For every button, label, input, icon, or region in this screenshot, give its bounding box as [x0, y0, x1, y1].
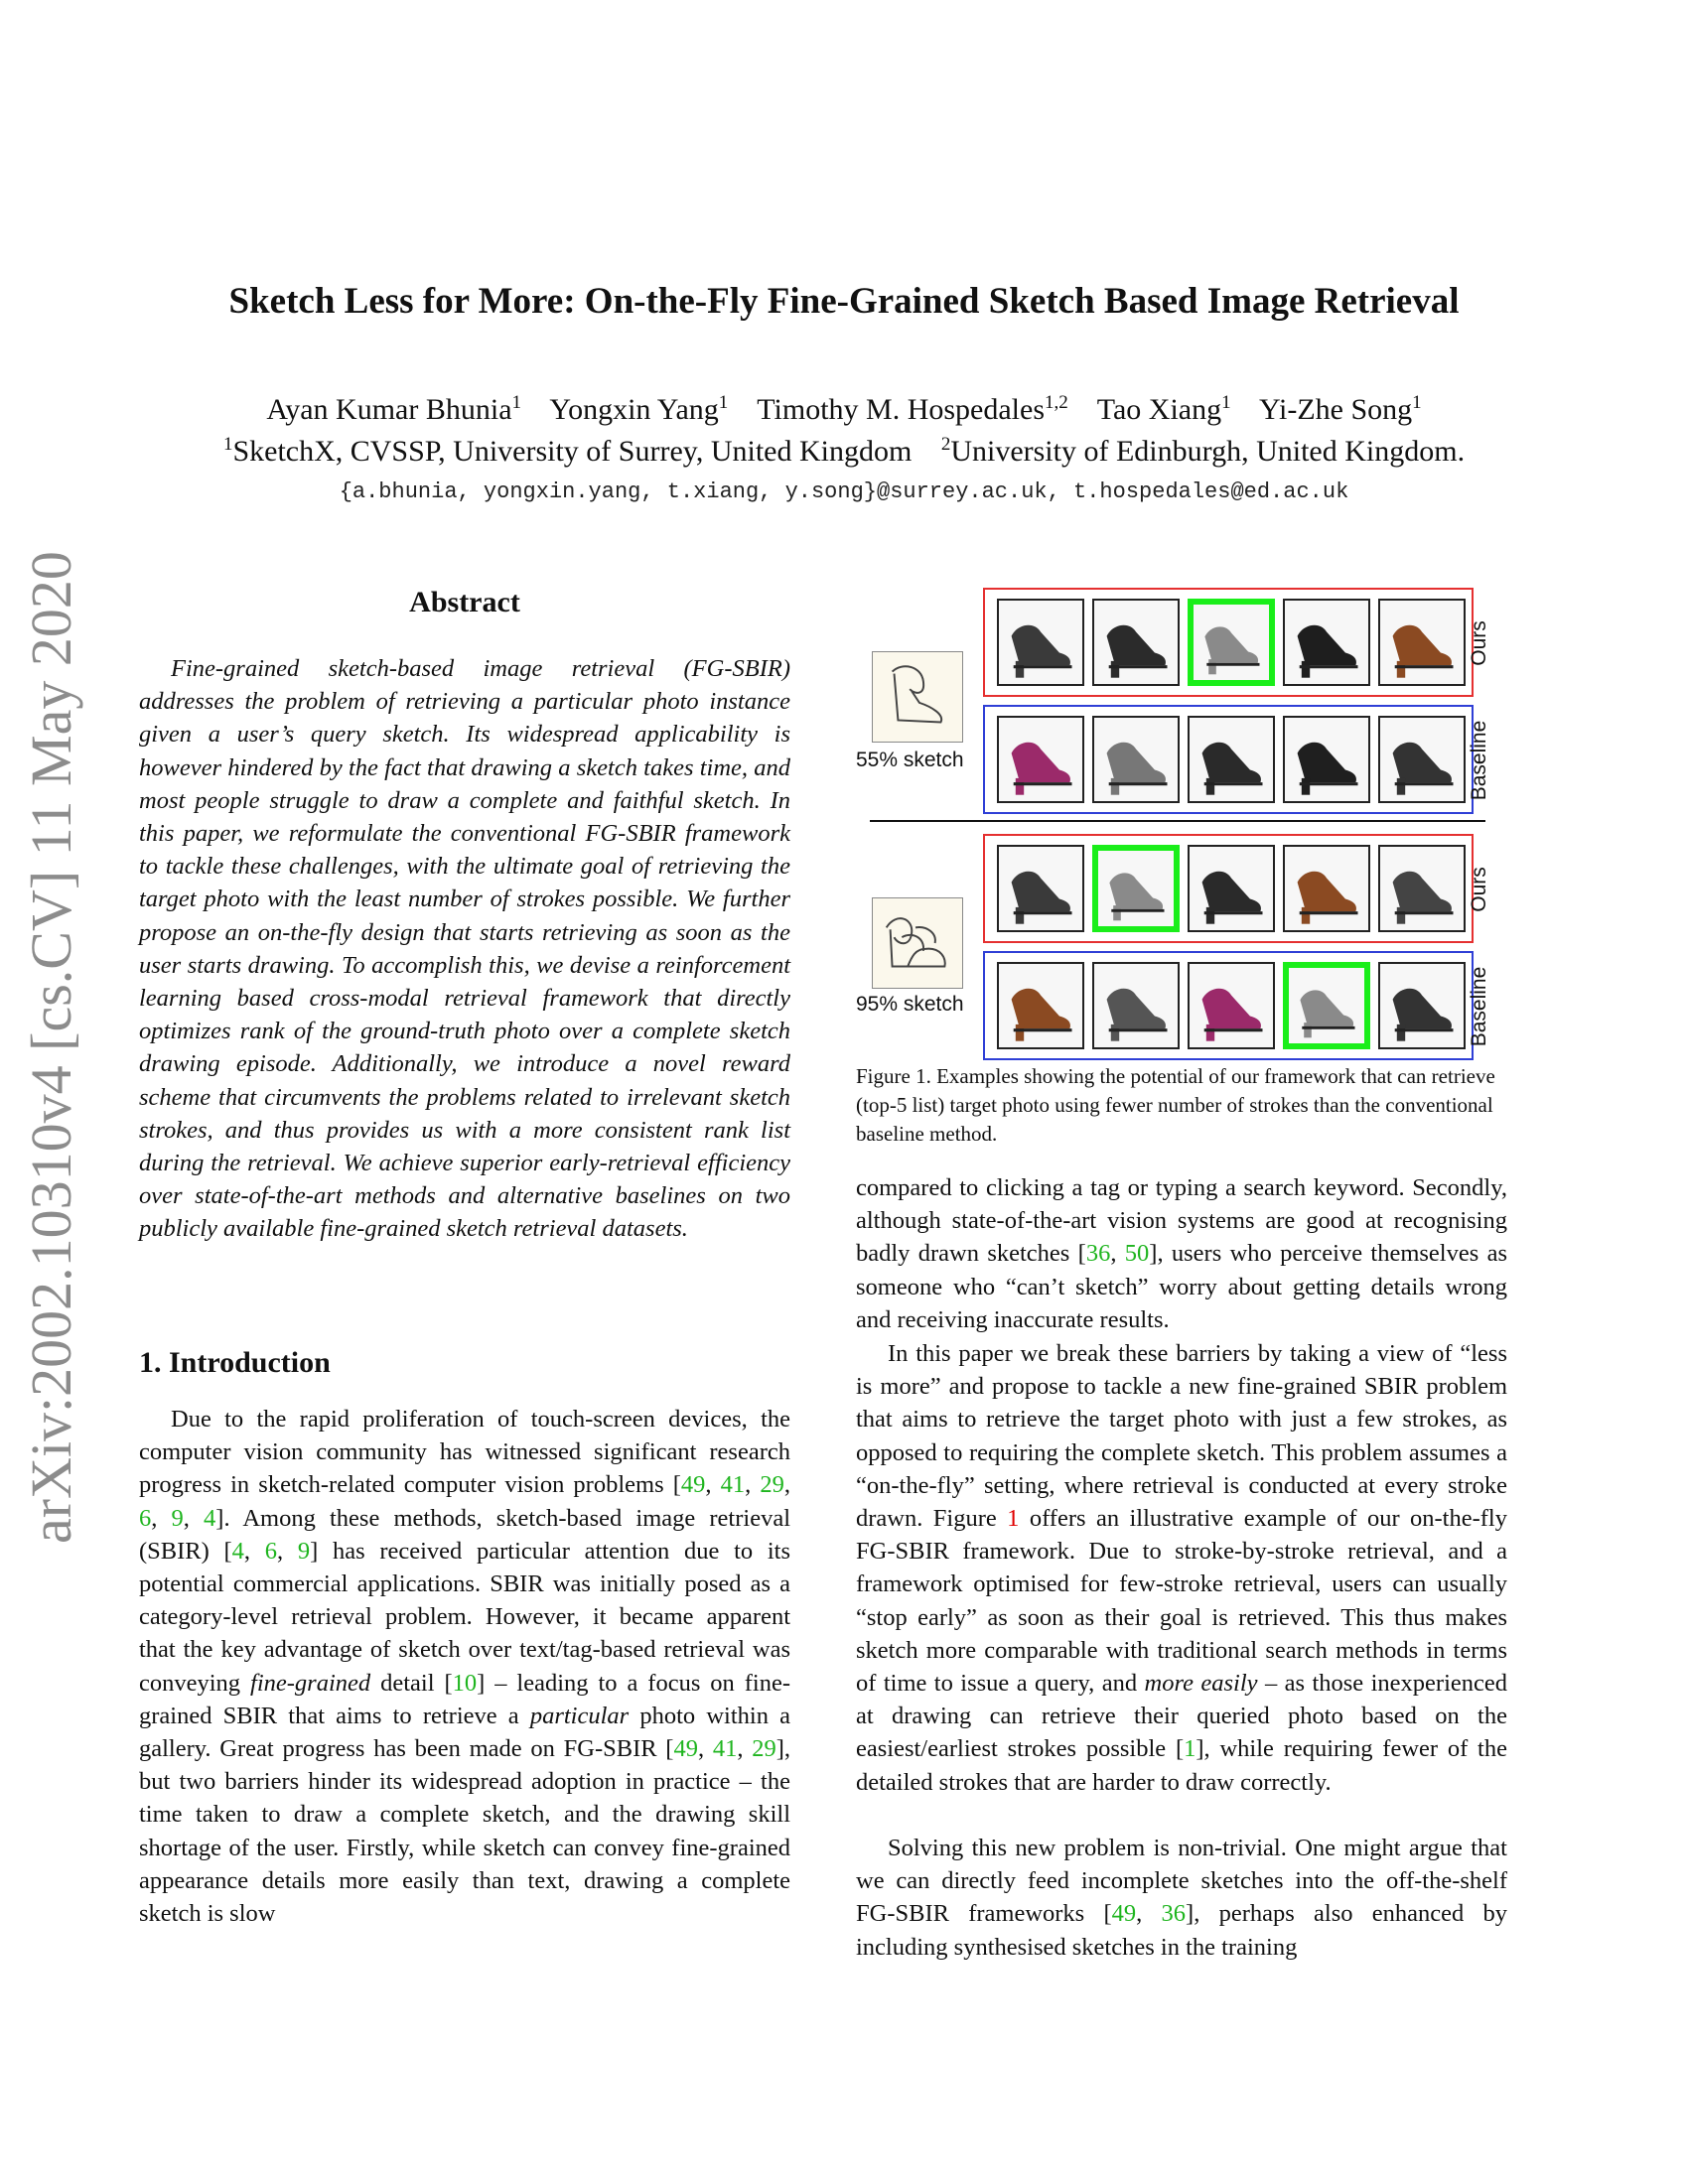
author-affiliation-mark: 1	[1221, 392, 1231, 413]
retrieved-photo	[1283, 716, 1370, 803]
shoe-icon	[1094, 601, 1178, 684]
author-affiliation-mark: 1	[1412, 392, 1422, 413]
citation-link[interactable]: 49	[1111, 1900, 1137, 1928]
citation-link[interactable]: 29	[752, 1735, 776, 1763]
citation-link[interactable]: 36	[1161, 1900, 1187, 1928]
citation-link[interactable]: 9	[171, 1504, 184, 1532]
introduction-heading: 1. Introduction	[139, 1346, 331, 1379]
intro-paragraph-1	[139, 1403, 790, 1930]
intro-paragraph-2	[856, 1171, 1507, 1336]
affiliation-line	[0, 434, 1688, 469]
author-name: Ayan Kumar Bhunia	[266, 393, 512, 426]
citation-link[interactable]: 10	[452, 1669, 478, 1697]
citation-link[interactable]: 4	[204, 1504, 216, 1532]
shoe-icon	[1190, 847, 1273, 930]
paragraph-text: In this paper we break these barriers by taking a view of “less is more” and propose to tackle a new fine-grained SBIR problem that aims to retrieve the target photo with just a few strokes, as opposed to requiring the complete sketch. This problem assumes a “on-the-fly” setting, where retrieval is conducted at every stroke drawn. Figure 1 offers an illustrative example of our on-the-fly FG-SBIR framework. Due to stroke-by-stroke retrieval, and a framework optimised for few-stroke retrieval, users can usually “stop early” as soon as their goal is retrieved. This thus makes sketch more comparable with traditional search methods in terms of time to issue a query, and more easily – as those inexperienced at drawing can retrieve their queried photo based on the easiest/earliest strokes possible [1], while requiring fewer of the detailed strokes that are harder to draw correctly.	[856, 1340, 1507, 1796]
retrieved-photo	[1378, 716, 1466, 803]
retrieved-photo	[1092, 716, 1180, 803]
citation-link[interactable]: 36	[1085, 1240, 1111, 1268]
sketch-caption: 55% sketch	[856, 749, 964, 771]
shoe-icon	[1094, 718, 1178, 801]
retrieved-photo	[997, 962, 1084, 1049]
retrieved-photo	[1378, 962, 1466, 1049]
row-label-baseline: Baseline	[1468, 720, 1490, 801]
figure-1	[856, 586, 1507, 1052]
citation-link[interactable]: 6	[139, 1504, 152, 1532]
shoe-icon	[999, 964, 1082, 1047]
row-label-baseline: Baseline	[1468, 966, 1490, 1047]
abstract-text: Fine-grained sketch-based image retrieval (FG-SBIR) addresses the problem of retrieving a particular photo instance given a user’s query sketch. Its widespread applicability is however hindered by the fact that drawing a sketch takes time, and most people struggle to draw a complete and faithful sketch. In this paper, we reformulate the conventional FG-SBIR framework to tackle these challenges, with the ultimate goal of retrieving the target photo with the least number of strokes possible. We further propose an on-the-fly design that starts retrieving as soon as the user starts drawing. To accomplish this, we devise a reinforcement learning based cross-modal retrieval framework that directly optimizes rank of the ground-truth photo over a complete sketch drawing episode. Additionally, we introduce a novel reward scheme that circumvents the problems related to irrelevant sketch strokes, and thus provides us with a more consistent rank list during the retrieval. We achieve superior early-retrieval efficiency over state-of-the-art methods and alternative baselines on two publicly available fine-grained sketch retrieval datasets.	[139, 655, 790, 1243]
shoe-icon	[1190, 718, 1273, 801]
citation-link[interactable]: 49	[673, 1735, 698, 1763]
arxiv-stamp: arXiv:2002.10310v4 [cs.CV] 11 May 2020	[19, 551, 83, 1544]
affiliation-text: SketchX, CVSSP, University of Surrey, United Kingdom	[232, 435, 913, 468]
intro-paragraph-4	[856, 1832, 1507, 1964]
paragraph-text: Solving this new problem is non-trivial. One might argue that we can directly feed incomplete sketches into the off-the-shelf FG-SBIR frameworks [49, 36], perhaps also enhanced by including synthesised sketches in the training	[856, 1835, 1507, 1961]
shoe-icon	[1190, 964, 1273, 1047]
affiliation-mark: 1	[222, 434, 233, 455]
shoe-icon	[999, 847, 1082, 930]
paragraph-text: Due to the rapid proliferation of touch-screen devices, the computer vision community has witnessed significant research progress in sketch-related computer vision problems [49, 41, 29, 6, 9, 4]. Among these methods, sketch-based image retrieval (SBIR) [4, 6, 9] has received particular attention due to its potential commercial applications. SBIR was initially posed as a category-level retrieval problem. However, it became apparent that the key advantage of sketch over text/tag-based retrieval was conveying fine-grained detail [10] – leading to a focus on fine-grained SBIR that aims to retrieve a particular photo within a gallery. Great progress has been made on FG-SBIR [49, 41, 29], but two barriers hinder its widespread adoption in practice – the time taken to draw a complete sketch, and the drawing skill shortage of the user. Firstly, while sketch can convey fine-grained appearance details more easily than text, drawing a complete sketch is slow	[139, 1406, 791, 1928]
shoe-icon	[1194, 605, 1269, 680]
citation-link[interactable]: 6	[264, 1537, 277, 1565]
retrieved-photo	[1188, 845, 1275, 932]
retrieved-photo	[1188, 962, 1275, 1049]
email-line: {a.bhunia, yongxin.yang, t.xiang, y.song}@surrey.ac.uk, t.hospedales@ed.ac.uk	[339, 479, 1349, 504]
shoe-icon	[1094, 964, 1178, 1047]
author-affiliation-mark: 1	[511, 392, 522, 413]
retrieved-photo	[1283, 599, 1370, 686]
shoe-icon	[1380, 718, 1464, 801]
row-label-ours: Ours	[1468, 620, 1490, 666]
citation-link[interactable]: 41	[720, 1471, 746, 1499]
citation-link[interactable]: 49	[680, 1471, 706, 1499]
shoe-icon	[1289, 968, 1364, 1043]
shoe-icon	[1380, 601, 1464, 684]
figure-reference-link[interactable]: 1	[1007, 1505, 1020, 1533]
author-affiliation-mark: 1	[718, 392, 729, 413]
shoe-icon	[1380, 847, 1464, 930]
retrieved-photo	[1092, 599, 1180, 686]
retrieved-photo-target	[1283, 962, 1370, 1049]
shoe-icon	[999, 718, 1082, 801]
shoe-icon	[1380, 964, 1464, 1047]
shoe-icon	[1285, 601, 1368, 684]
shoe-icon	[1285, 847, 1368, 930]
shoe-icon	[1285, 718, 1368, 801]
retrieved-photo	[1378, 599, 1466, 686]
intro-paragraph-3	[856, 1337, 1507, 1799]
author-name: Yi-Zhe Song	[1259, 393, 1413, 426]
abstract-body	[139, 652, 790, 1246]
author-name: Timothy M. Hospedales	[757, 393, 1046, 426]
shoe-icon	[1098, 851, 1174, 926]
retrieved-photo	[1378, 845, 1466, 932]
author-list	[0, 392, 1688, 427]
retrieved-photo-target	[1092, 845, 1180, 932]
row-label-ours: Ours	[1468, 867, 1490, 912]
retrieved-photo	[1188, 716, 1275, 803]
affiliation-text: University of Edinburgh, United Kingdom.	[950, 435, 1466, 468]
retrieved-photo	[1283, 845, 1370, 932]
query-sketch-complete	[872, 897, 963, 989]
author-affiliation-mark: 1,2	[1045, 392, 1068, 413]
sketch-caption: 95% sketch	[856, 993, 964, 1016]
abstract-heading: Abstract	[409, 586, 520, 618]
citation-link[interactable]: 4	[231, 1537, 244, 1565]
retrieved-photo	[1092, 962, 1180, 1049]
citation-link[interactable]: 29	[760, 1471, 784, 1499]
shoe-icon	[999, 601, 1082, 684]
retrieved-photo	[997, 599, 1084, 686]
author-name: Yongxin Yang	[549, 393, 719, 426]
author-name: Tao Xiang	[1096, 393, 1222, 426]
affiliation-mark: 2	[940, 434, 951, 455]
citation-link[interactable]: 9	[297, 1537, 311, 1565]
citation-link[interactable]: 50	[1124, 1240, 1150, 1268]
citation-link[interactable]: 1	[1184, 1735, 1196, 1763]
citation-link[interactable]: 41	[712, 1735, 738, 1763]
retrieved-photo-target	[1188, 599, 1275, 686]
retrieved-photo	[997, 716, 1084, 803]
paper-title: Sketch Less for More: On-the-Fly Fine-Grained Sketch Based Image Retrieval	[228, 281, 1460, 322]
retrieved-photo	[997, 845, 1084, 932]
paragraph-text: compared to clicking a tag or typing a search keyword. Secondly, although state-of-the-art vision systems are good at recognising badly drawn sketches [36, 50], users who perceive themselves as someone who “can’t sketch” worry about getting details wrong and receiving inaccurate results.	[856, 1174, 1508, 1333]
figure-divider	[870, 820, 1485, 822]
query-sketch-partial	[872, 651, 963, 743]
figure-caption: Figure 1. Examples showing the potential of our framework that can retrieve (top-5 list) target photo using fewer number of strokes than the conventional baseline method.	[856, 1064, 1495, 1146]
